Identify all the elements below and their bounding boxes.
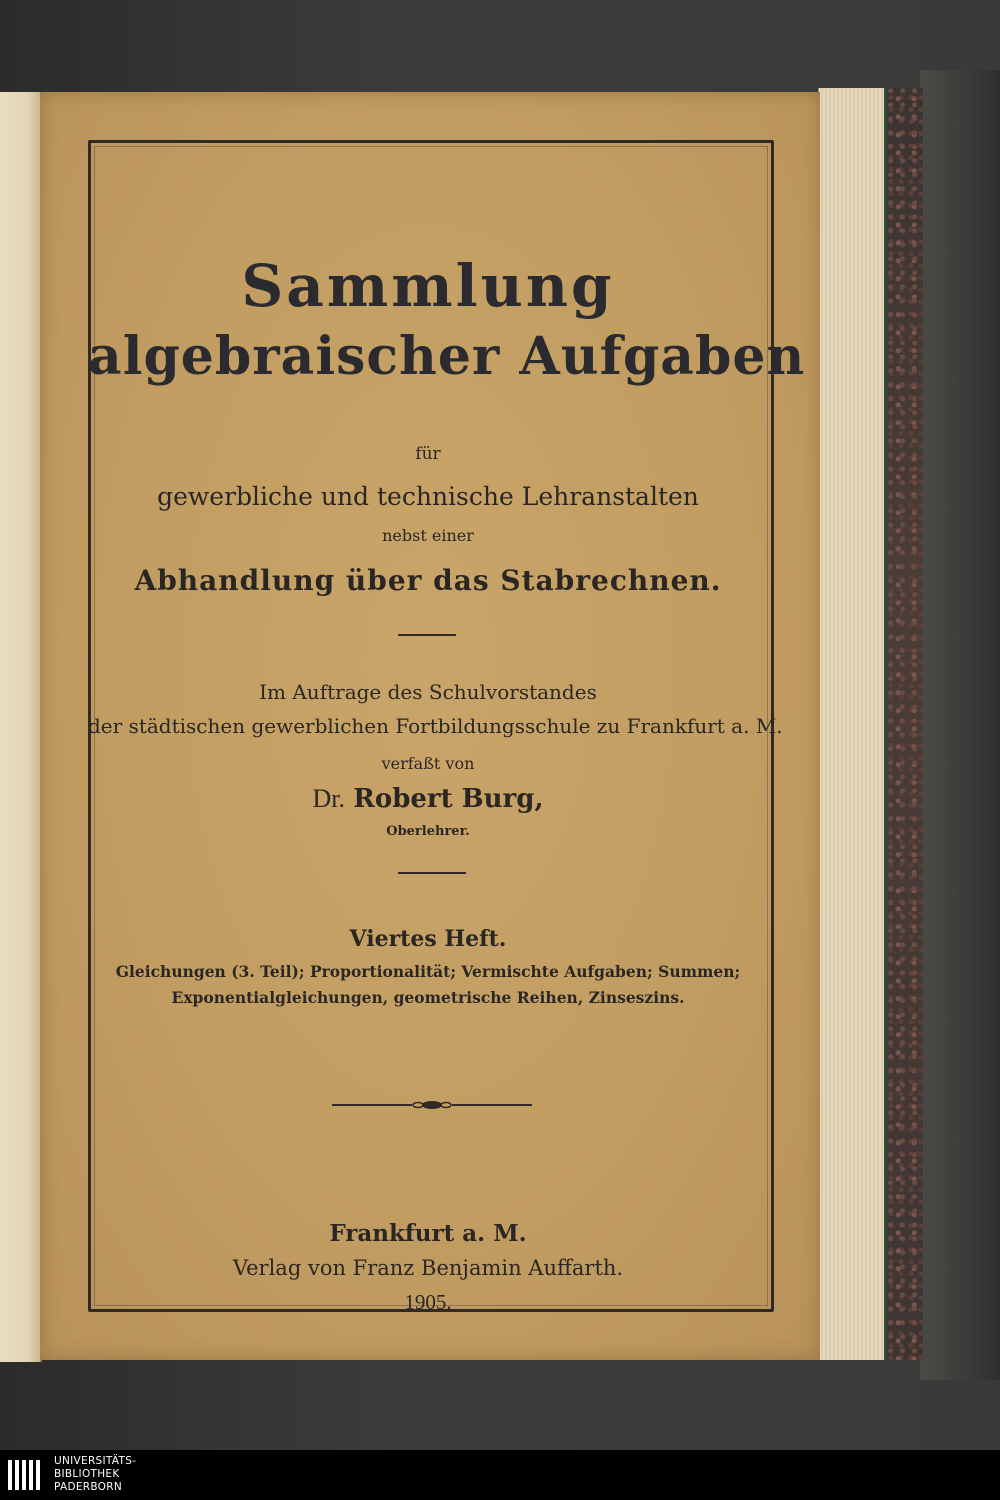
library-name [54,1455,136,1494]
page-stack-edge [818,88,889,1360]
commission-line-2: der städtischen gewerblichen Fortbildungsschule zu Frankfurt a. M. [88,714,783,738]
subtitle-line-2: Abhandlung über das Stabrechnen. [134,564,722,597]
publication-year: 1905. [404,1290,452,1314]
title-line-2: algebraischer Aufgaben [88,326,806,387]
divider-rule [398,872,466,874]
library-name-line-3: PADERBORN [54,1481,122,1493]
title-page-content [88,140,806,1314]
library-logo-icon [6,1454,48,1496]
authored-by-text: verfaßt von [381,754,475,773]
divider-rule [398,634,456,636]
publication-city: Frankfurt a. M. [329,1220,527,1247]
subtitle-line-1: gewerbliche und technische Lehranstalten [157,482,699,511]
title-line-1: Sammlung [241,252,615,320]
publisher: Verlag von Franz Benjamin Auffarth. [232,1256,624,1280]
topics-line-1: Gleichungen (3. Teil); Proportionalität; Vermischte Aufgaben; Summen; [115,962,741,981]
volume-title: Viertes Heft. [349,926,507,952]
topics-line-2: Exponentialgleichungen, geometrische Reihen, Zinseszins. [171,988,685,1007]
ornament-rule [332,1098,532,1112]
marbled-cover-board [884,88,923,1360]
library-name-line-2: BIBLIOTHEK [54,1468,120,1480]
author-role: Oberlehrer. [386,824,470,839]
book-binding-edge [920,70,1000,1380]
for-text: für [415,444,441,464]
author-prefix: Dr. [312,784,345,813]
nebst-text: nebst einer [382,526,474,545]
library-name-line-1: UNIVERSITÄTS- [54,1455,137,1467]
author-line [88,784,768,814]
left-page-edge [0,92,42,1362]
library-footer-bar [0,1450,1000,1500]
author-name: Robert Burg, [353,784,544,814]
title-page [40,92,820,1360]
commission-line-1: Im Auftrage des Schulvorstandes [259,680,597,704]
